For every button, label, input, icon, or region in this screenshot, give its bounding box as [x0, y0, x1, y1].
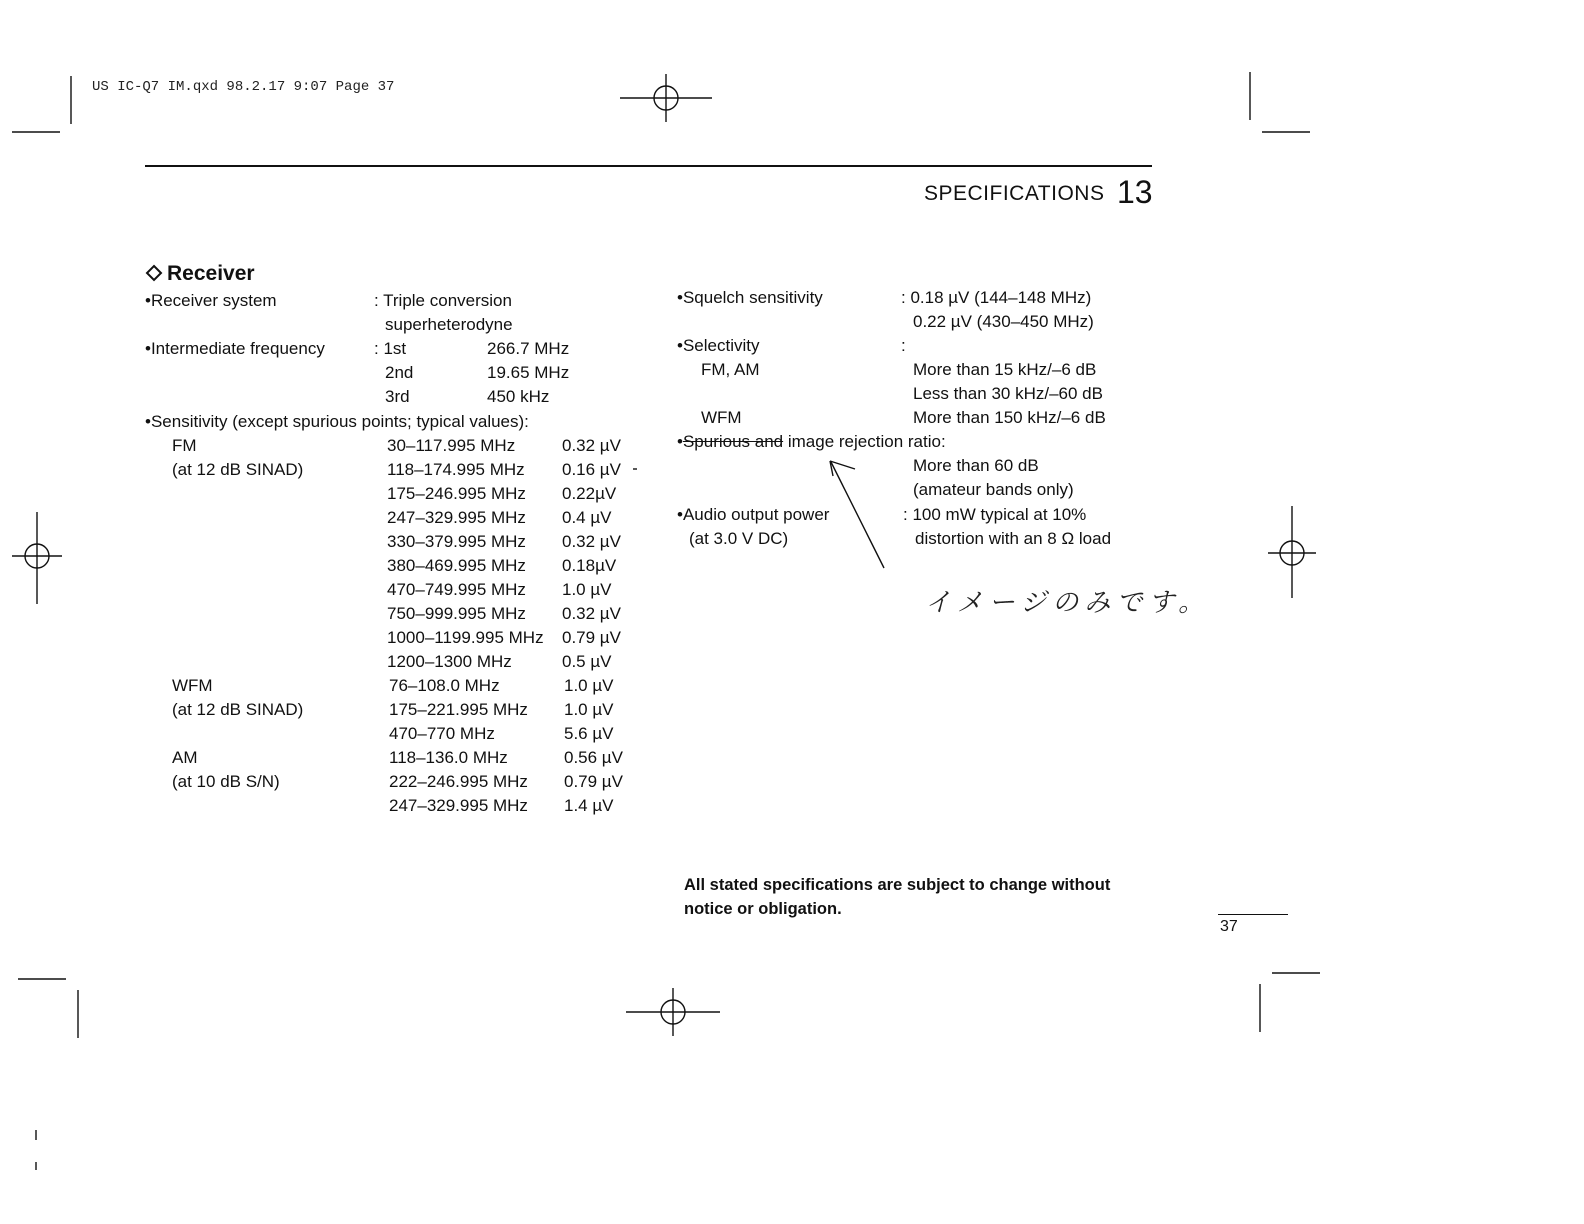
sensitivity-range: 380–469.995 MHz [387, 556, 526, 575]
page-number-rule [1218, 914, 1288, 915]
section-number: 13 [1117, 174, 1153, 210]
spurious-bullet: • [677, 432, 683, 451]
sensitivity-value: 1.0 µV [564, 676, 614, 695]
sensitivity-range: 1000–1199.995 MHz [387, 628, 544, 647]
sensitivity-value: 0.22µV [562, 484, 617, 503]
sensitivity-value: 1.0 µV [564, 700, 614, 719]
squelch-value-1: : 0.18 µV (144–148 MHz) [901, 288, 1092, 307]
sensitivity-range: 175–246.995 MHz [387, 484, 526, 503]
selectivity-wfm-label: WFM [701, 408, 742, 427]
sensitivity-value: 0.4 µV [562, 508, 612, 527]
sensitivity-range: 247–329.995 MHz [389, 796, 528, 815]
if-stage: 2nd [385, 363, 414, 382]
if-stage: : 1st [374, 339, 407, 358]
sensitivity-range: 118–136.0 MHz [389, 748, 508, 767]
spurious-label-rest: image rejection ratio: [783, 432, 946, 451]
sensitivity-range: 30–117.995 MHz [387, 436, 516, 455]
sensitivity-value: 5.6 µV [564, 724, 614, 743]
audio-value-1: : 100 mW typical at 10% [903, 505, 1087, 524]
selectivity-fm-am-value-1: More than 15 kHz/–6 dB [913, 360, 1097, 379]
sensitivity-range: 470–749.995 MHz [387, 580, 526, 599]
notice-line-1: All stated specifications are subject to change without [684, 876, 1111, 894]
sensitivity-mode: WFM [172, 676, 213, 695]
selectivity-fm-am-label: FM, AM [701, 360, 760, 379]
sensitivity-value: 0.79 µV [562, 628, 621, 647]
selectivity-colon: : [901, 336, 906, 355]
receiver-system-value-1: : Triple conversion [374, 291, 512, 310]
sensitivity-value: 0.18µV [562, 556, 617, 575]
sensitivity-range: 175–221.995 MHz [389, 700, 528, 719]
sensitivity-value: 1.0 µV [562, 580, 612, 599]
sensitivity-condition: (at 10 dB S/N) [172, 772, 280, 791]
if-freq: 266.7 MHz [487, 339, 570, 358]
sensitivity-value: 0.16 µV [562, 460, 621, 479]
selectivity-fm-am-value-2: Less than 30 kHz/–60 dB [913, 384, 1103, 403]
spurious-value-2: (amateur bands only) [913, 480, 1074, 499]
receiver-system-value-2: superheterodyne [385, 315, 513, 334]
file-slug: US IC-Q7 IM.qxd 98.2.17 9:07 Page 37 [92, 79, 395, 95]
sensitivity-value: 0.5 µV [562, 652, 612, 671]
sensitivity-value: 0.56 µV [564, 748, 623, 767]
sensitivity-condition: (at 12 dB SINAD) [172, 460, 304, 479]
sensitivity-value: 0.79 µV [564, 772, 623, 791]
receiver-heading [145, 262, 255, 286]
sensitivity-range: 470–770 MHz [389, 724, 495, 743]
spurious-label [677, 430, 946, 454]
section-title: SPECIFICATIONS [924, 182, 1105, 205]
header-rule [145, 165, 1152, 167]
sensitivity-value: 0.32 µV [562, 532, 621, 551]
sensitivity-range: 76–108.0 MHz [389, 676, 500, 695]
squelch-value-2: 0.22 µV (430–450 MHz) [913, 312, 1094, 331]
selectivity-label: •Selectivity [677, 336, 760, 355]
sensitivity-value: 0.32 µV [562, 436, 621, 455]
audio-sub: (at 3.0 V DC) [689, 529, 789, 548]
audio-value-2: distortion with an 8 Ω load [915, 529, 1112, 548]
notice-line-2: notice or obligation. [684, 900, 842, 918]
spurious-struck-text: Spurious and [682, 432, 784, 451]
sensitivity-condition: (at 12 dB SINAD) [172, 700, 304, 719]
squelch-label: •Squelch sensitivity [677, 288, 823, 307]
spurious-value-1: More than 60 dB [913, 456, 1039, 475]
receiver-heading-text: Receiver [167, 262, 255, 285]
sensitivity-value: 1.4 µV [564, 796, 614, 815]
sensitivity-range: 750–999.995 MHz [387, 604, 526, 623]
sensitivity-label: •Sensitivity (except spurious points; typical values): [145, 412, 529, 431]
sensitivity-mode: FM [172, 436, 197, 455]
if-freq: 19.65 MHz [487, 363, 570, 382]
sensitivity-range: 222–246.995 MHz [389, 772, 528, 791]
sensitivity-range: 330–379.995 MHz [387, 532, 526, 551]
sensitivity-range: 1200–1300 MHz [387, 652, 512, 671]
diamond-icon [145, 264, 163, 282]
receiver-system-label: •Receiver system [145, 291, 277, 310]
sensitivity-range: 118–174.995 MHz [387, 460, 525, 479]
sensitivity-mode: AM [172, 748, 198, 767]
sensitivity-range: 247–329.995 MHz [387, 508, 526, 527]
if-stage: 3rd [385, 387, 410, 406]
selectivity-wfm-value: More than 150 kHz/–6 dB [913, 408, 1106, 427]
handwritten-note: イメージのみです。 [925, 588, 1211, 618]
audio-label: •Audio output power [677, 505, 830, 524]
if-freq: 450 kHz [487, 387, 550, 406]
page-number: 37 [1220, 918, 1238, 935]
if-label: •Intermediate frequency [145, 339, 325, 358]
sensitivity-value: 0.32 µV [562, 604, 621, 623]
